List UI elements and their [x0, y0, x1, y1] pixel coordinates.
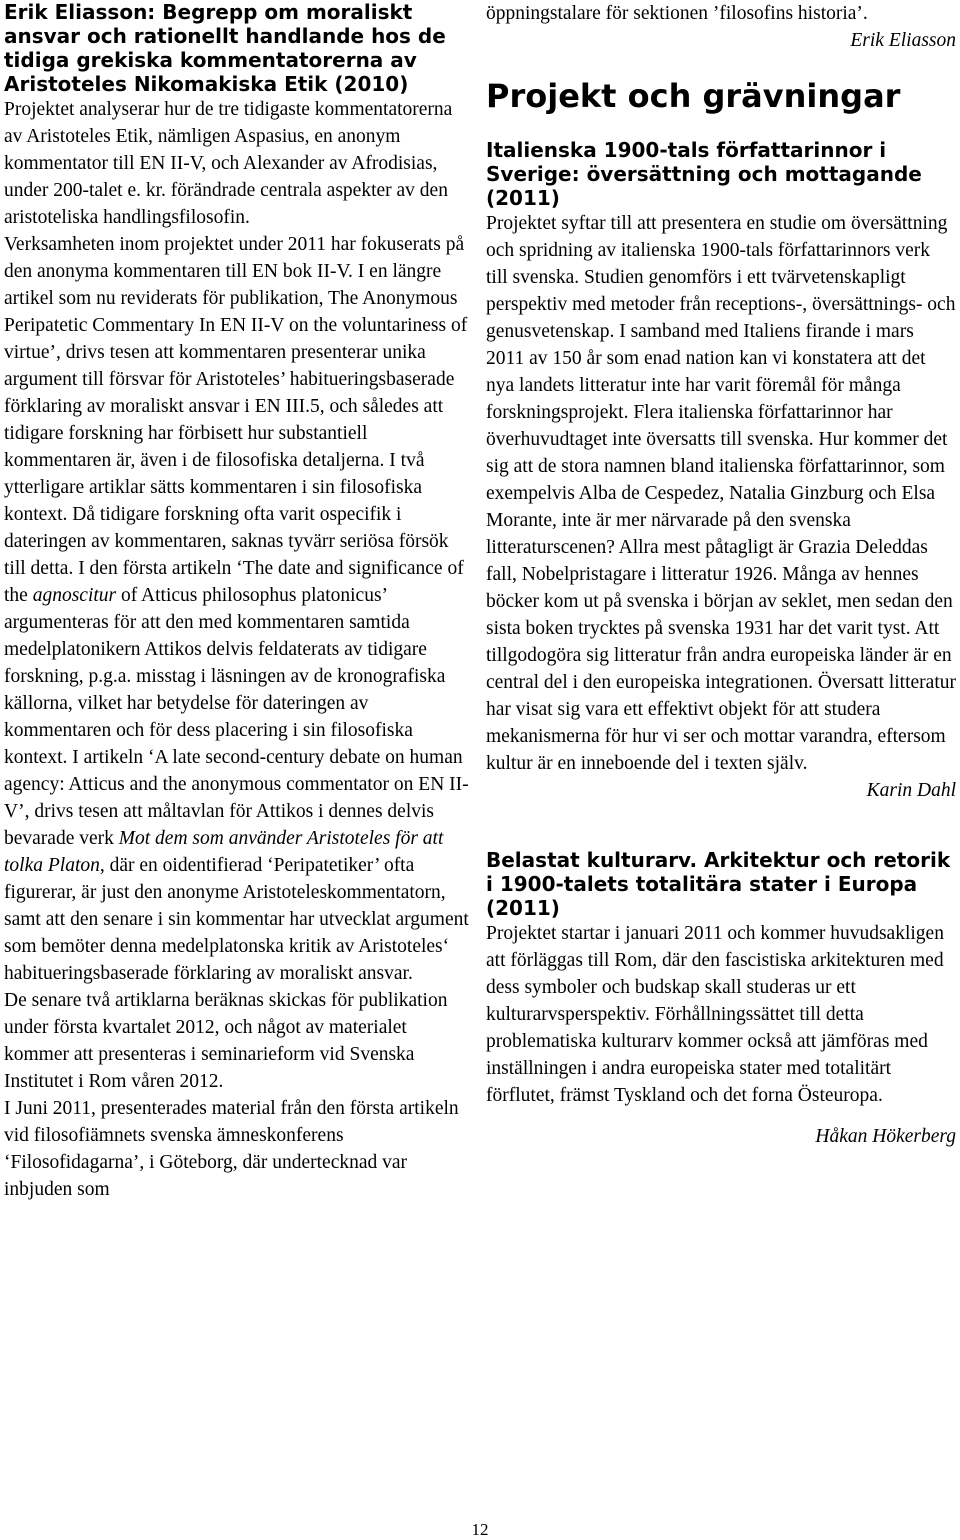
left-column — [4, 0, 474, 1203]
text-run: , där en oidentifierad ‘Peripatetiker’ ofta figurerar, är just den anonyme Aristoteleskommentatorn, samt att den senare i sin kommentar har utvecklat argument som bemöter denna medelplatonska kritik av Aristoteles‘ habitueringsbaserade förklaring av moraliskt ansvar. — [4, 855, 469, 984]
paragraph-italian-authors: Projektet syftar till att presentera en studie om översättning och spridning av italienska 1900-tals författarinnors verk till svenska. Studien genomförs i ett tvärvetenskapligt perspektiv med metoder från receptions-, översättnings- och genusvetenskap. I samband med Italiens firande i mars 2011 av 150 år som enad nation kan vi konstatera att det nya landets litteratur inte har varit föremål för många forskningsprojekt. Flera italienska författarinnor har överhuvudtaget inte översatts till svenska. Hur kommer det sig att de stora namnen bland italienska författarinnor, som exempelvis Alba de Cespedez, Natalia Ginzburg och Elsa Morante, inte är mer närvarade på den svenska litteraturscenen? Allra mest påtagligt är Grazia Deleddas fall, Nobelpristagare i litteratur 1926. Många av hennes böcker kom ut på svenska i början av seklet, men sedan den sista boken trycktes på svenska 1931 har det varit tyst. Att tillgodogöra sig litteratur från andra europeiska länder är en central del i den europeiska integrationen. Översatt litteratur har visat sig vara ett effektivt objekt för att studera mekanismerna för hur vi ser och mottar varandra, eftersom kultur är en inneboende del i texten själv. — [486, 213, 956, 774]
project-heading-italian-authors: Italienska 1900-tals författarinnor i Sverige: översättning och mottagande (2011) — [486, 138, 922, 210]
project-heading-cultural-heritage: Belastat kulturarv. Arkitektur och retorik i 1900-talets totalitära stater i Europa (2011) — [486, 848, 951, 920]
paragraph-activities-2011 — [4, 231, 474, 987]
article-heading: Erik Eliasson: Begrepp om moraliskt ansvar och rationellt handlande hos de tidiga grekiska kommentatorerna av Aristoteles Nikomakiska Etik (2010) — [4, 0, 446, 96]
paragraph-continuation: öppningstalare för sektionen ’filosofins historia’. — [486, 3, 868, 24]
author-signature: Erik Eliasson — [850, 30, 956, 51]
author-signature: Håkan Hökerberg — [815, 1126, 956, 1147]
section-title: Projekt och grävningar — [486, 77, 901, 115]
author-signature: Karin Dahl — [866, 780, 956, 801]
paragraph-publication-plan: De senare två artiklarna beräknas skickas för publikation under första kvartalet 2012, och något av materialet kommer att presenteras i seminarieform vid Svenska Institutet i Rom våren 2012. — [4, 990, 448, 1092]
paragraph-project-summary: Projektet analyserar hur de tre tidigaste kommentatorerna av Aristoteles Etik, nämligen Aspasius, en anonym kommentator till EN II-V, och Alexander av Afrodisias, under 200-talet e. kr. förändrade centrala aspekter av den aristoteliska handlingsfilosofin. — [4, 99, 453, 228]
paragraph-cultural-heritage: Projektet startar i januari 2011 och kommer huvudsakligen att förläggas till Rom, där den fascistiska arkitekturen med dess symboler och budskap skall studeras ur ett kulturarvsperspektiv. Förhållningssättet till detta problematiska kulturarv kommer också att jämföras med inställningen i andra europeiska stater med totalitärt förflutet, främst Tyskland och det forna Östeuropa. — [486, 923, 944, 1106]
italic-work-title: Mot dem som använder Aristoteles för att tolka Platon — [4, 828, 444, 876]
italic-term: agnoscitur — [32, 585, 117, 606]
text-run: Verksamheten inom projektet under 2011 har fokuserats på den anonyma kommentaren till EN bok II-V. I en längre artikel som nu reviderats för publikation, The Anonymous Peripatetic Commentary In EN II-V on the voluntariness of virtue’, drivs tesen att kommentaren presenterar unika argument till försvar för Aristoteles’ habitueringsbaserade förklaring av moraliskt ansvar i EN III.5, och således att tidigare forskning har förbisett hur substantiell kommentaren är, även i de filosofiska detaljerna. I två ytterligare artiklar sätts kommentaren i sin filosofiska kontext. Då tidigare forskning ofta varit ospecifik i dateringen av kommentaren, saknas tyvärr seriösa försök till detta. I den första artikeln ‘The date and significance of the — [4, 234, 468, 606]
text-run: of Atticus philosophus platonicus’ argumenteras för att den med kommentaren samtida medelplatonikern Attikos delvis feldaterats av tidigare forskning, p.g.a. misstag i läsningen av de kronografiska källorna, vilket har betydelse för dateringen av kommentaren och för dess placering i sin filosofiska kontext. I artikeln ‘A late second-century debate on human agency: Atticus and the anonymous commentator on EN II-V’, drivs tesen att måltavlan för Attikos i dennes delvis bevarade verk — [4, 585, 469, 849]
page-number: 12 — [471, 1520, 489, 1539]
paragraph-conference: I Juni 2011, presenterades material från den första artikeln vid filosofiämnets svenska ämneskonferens ‘Filosofidagarna’, i Göteborg, där undertecknad var inbjuden som — [4, 1098, 459, 1200]
right-column — [486, 0, 956, 1150]
